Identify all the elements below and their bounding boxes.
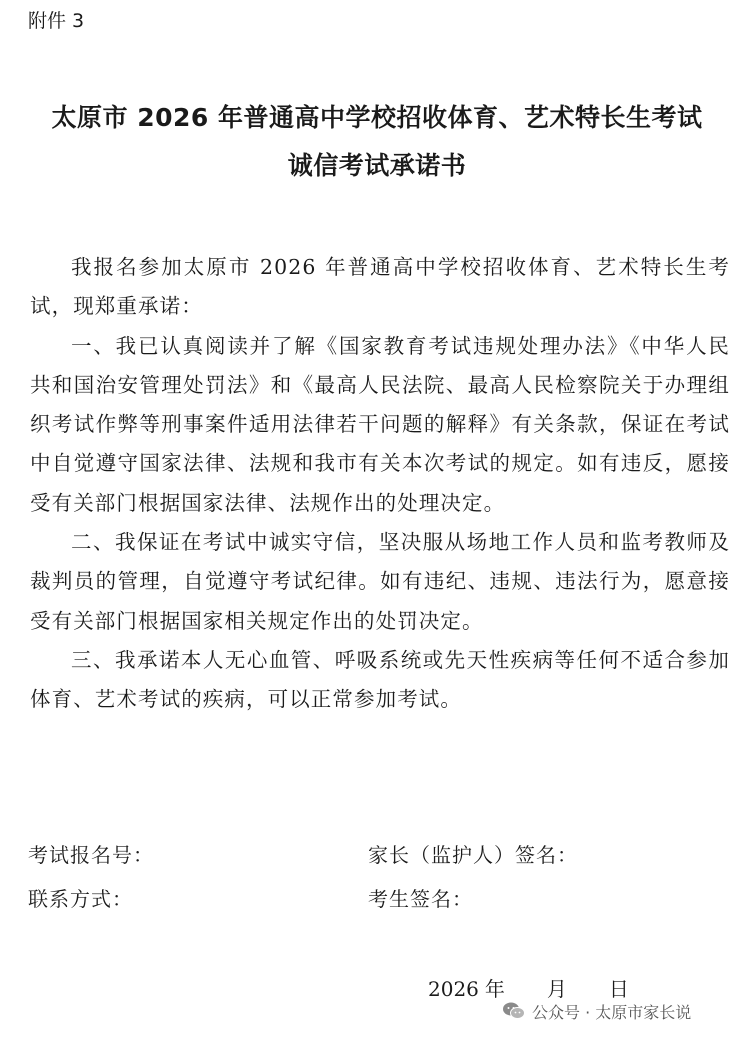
intro-paragraph: 我报名参加太原市 2026 年普通高中学校招收体育、艺术特长生考试，现郑重承诺： [30,255,730,319]
watermark-text: 公众号 · 太原市家长说 [532,1002,692,1022]
date-year: 2026 [428,977,479,1001]
date-month-label: 月 [546,977,567,1001]
contact-label: 联系方式： [28,887,133,911]
pledge-body [30,248,730,720]
exam-number-label: 考试报名号： [28,843,154,867]
date-year-label: 年 [484,977,505,1001]
wechat-icon [502,1001,526,1021]
document-title-line-1: 太原市 2026 年普通高中学校招收体育、艺术特长生考试 [51,103,703,132]
date-day-label: 日 [608,977,629,1001]
parent-signature-label: 家长（监护人）签名： [368,843,578,867]
pledge-item-2: 二、我保证在考试中诚实守信，坚决服从场地工作人员和监考教师及裁判员的管理，自觉遵守考试纪律。如有违纪、违规、违法行为，愿意接受有关部门根据国家相关规定作出的处罚决定。 [30,530,730,633]
student-signature-label: 考生签名： [368,887,473,911]
watermark [502,998,691,1024]
attachment-label: 附件 3 [28,10,85,32]
document-title-line-2: 诚信考试承诺书 [287,151,467,180]
pledge-item-1: 一、我已认真阅读并了解《国家教育考试违规处理办法》《中华人民共和国治安管理处罚法》和《最高人民法院、最高人民检察院关于办理组织考试作弊等刑事案件适用法律若干问题的解释》有关条款，保证在考试中自觉遵守国家法律、法规和我市有关本次考试的规定。如有违反，愿接受有关部门根据国家法律、法规作出的处理决定。 [30,333,730,515]
pledge-item-3: 三、我承诺本人无心血管、呼吸系统或先天性疾病等任何不适合参加体育、艺术考试的疾病，可以正常参加考试。 [30,647,730,712]
